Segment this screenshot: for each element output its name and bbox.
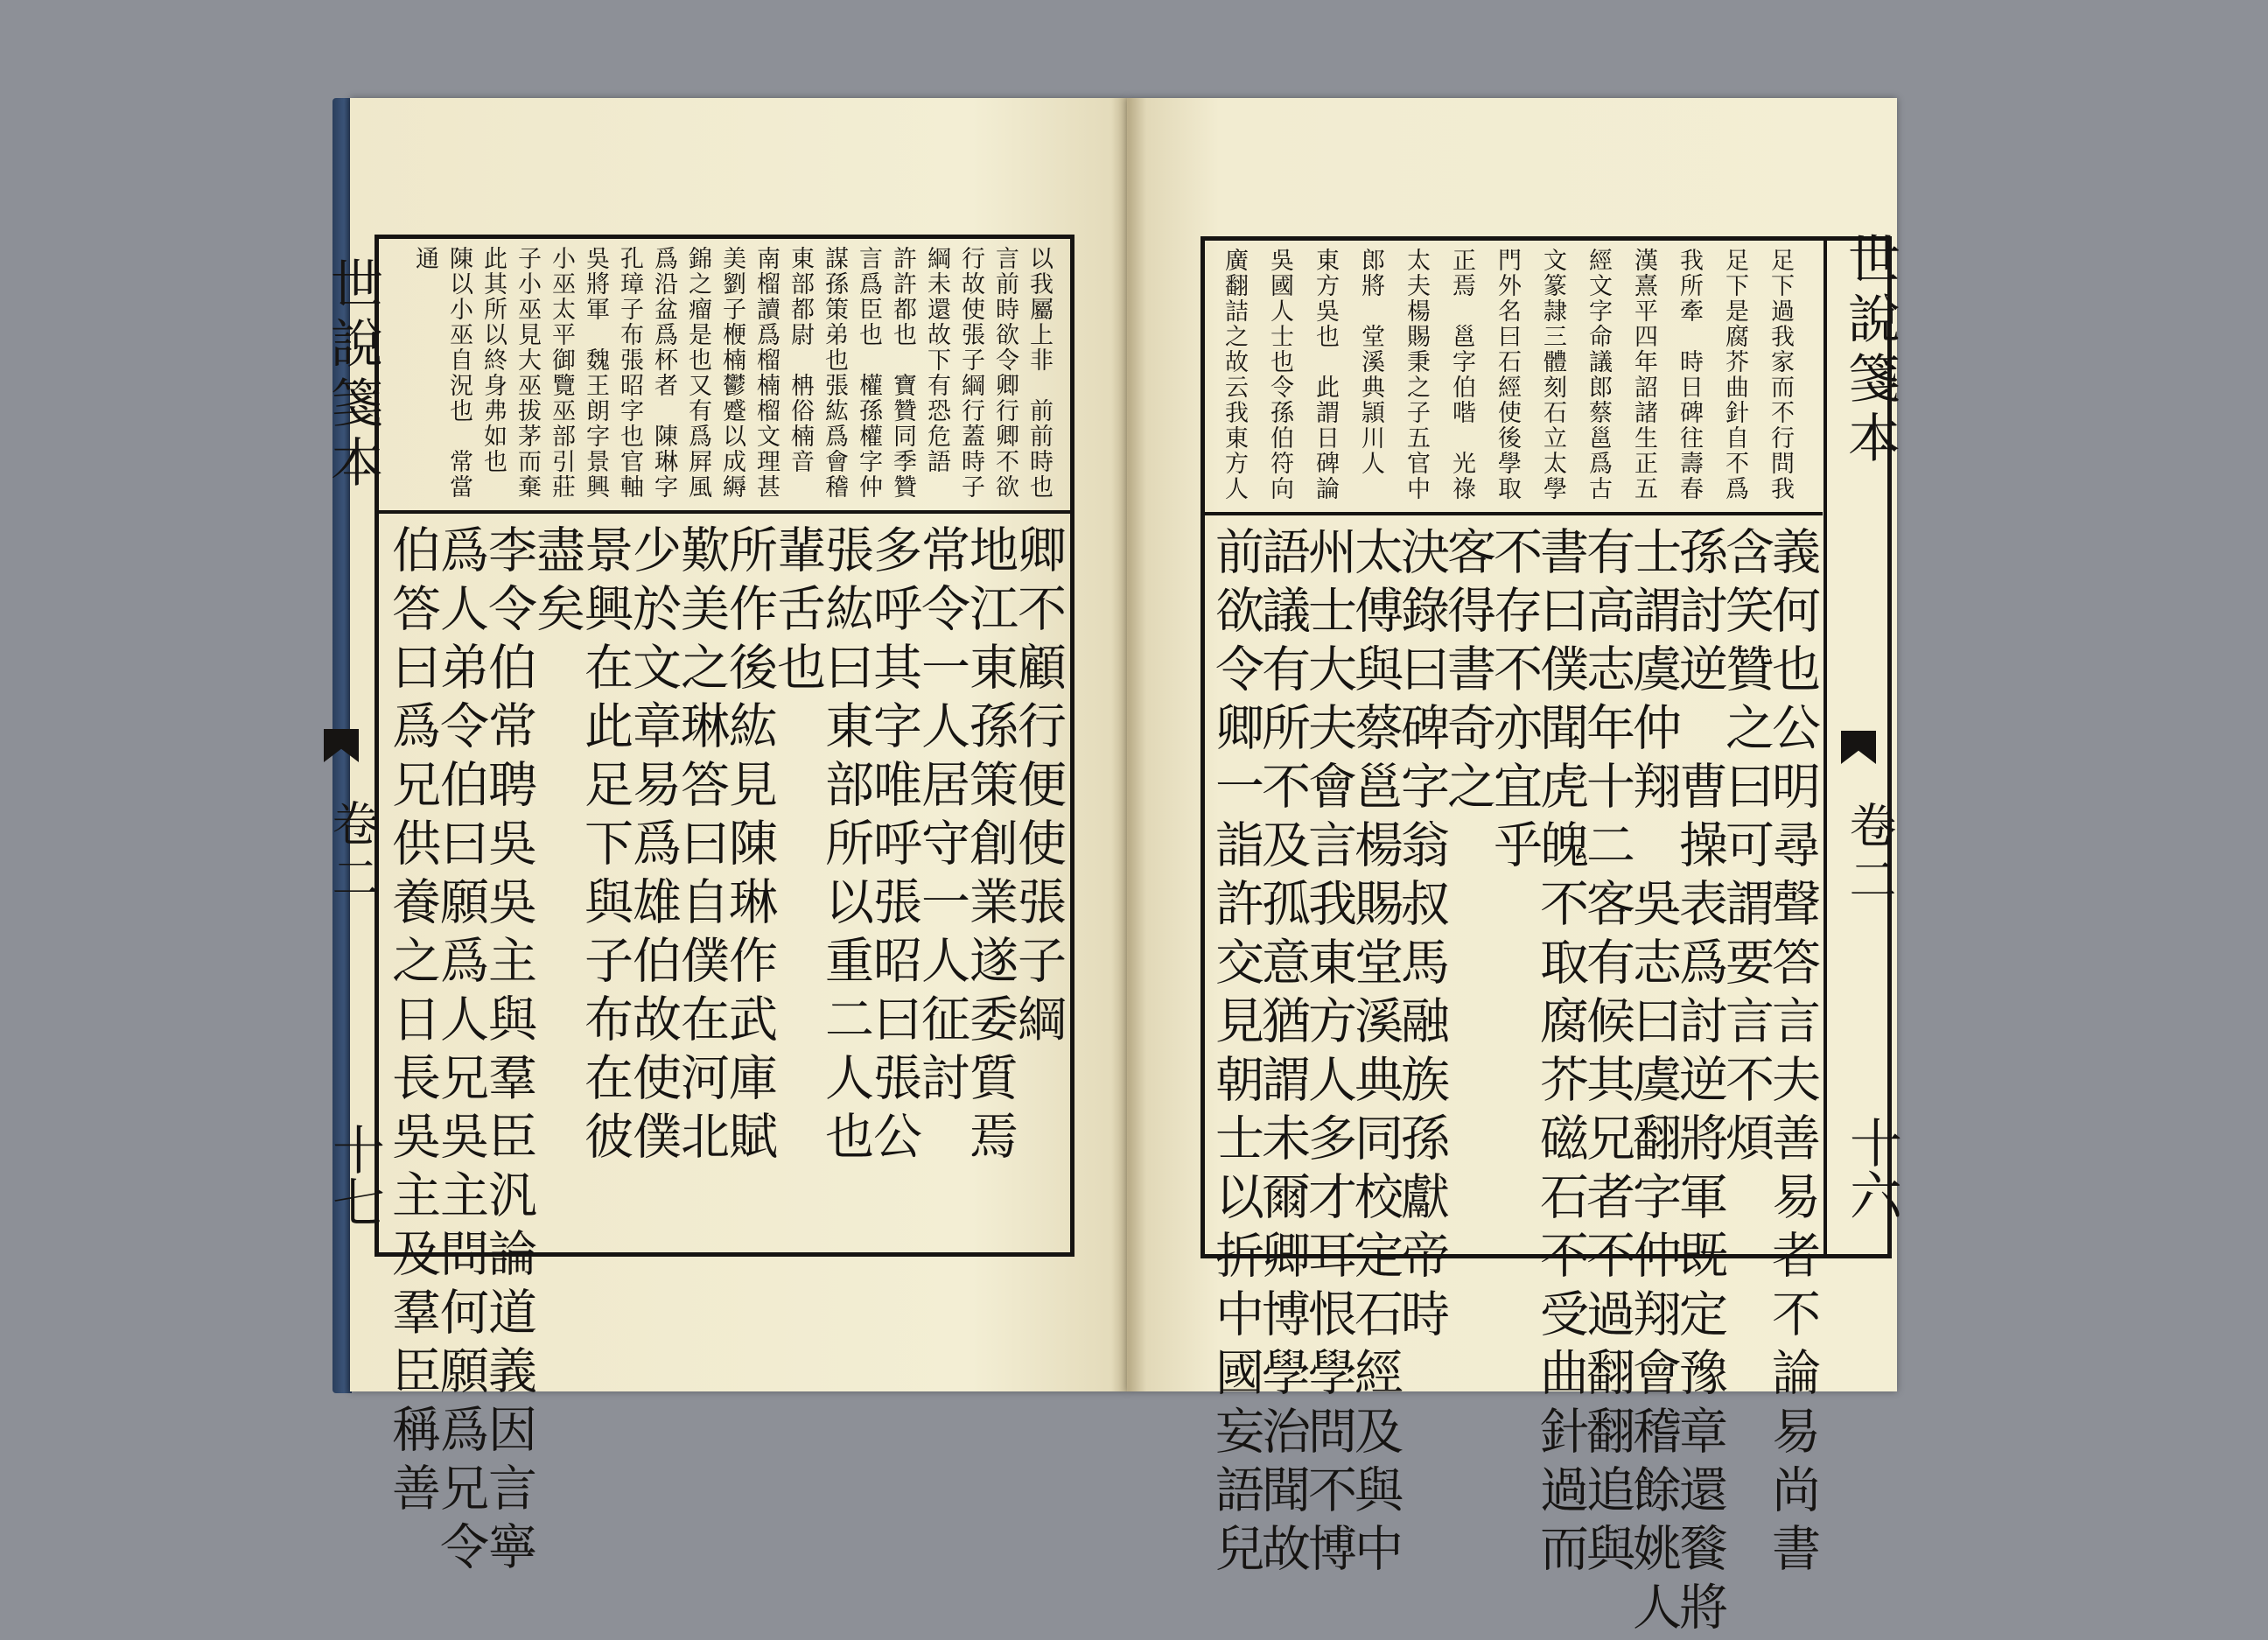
text-column: 多呼其字唯呼張昭曰張公 — [865, 524, 922, 1169]
commentary-column: 許許都也 寶贊同季贊 — [889, 246, 916, 500]
commentary-column: 綱未還故下有恐危語 — [923, 246, 950, 474]
commentary-column: 孔璋子布張昭字也官軸 — [616, 246, 643, 500]
text-column: 李令伯常聘吳吳主與羣臣汎論道義因言寧 — [480, 524, 537, 1580]
right-center-strip — [1824, 232, 1902, 1254]
right-page-frame — [1200, 232, 1902, 1640]
text-column: 書曰僕聞虎魄不取腐芥磁石不受曲針過而 — [1532, 526, 1589, 1581]
commentary-column: 此其所以終身弗如也 — [480, 246, 507, 474]
commentary-column: 吳將軍 魏王朗字景興 — [582, 246, 609, 500]
left-strip-volume: 卷二 — [325, 799, 380, 908]
book-gutter — [1111, 98, 1146, 1391]
left-folio: 十七 — [324, 1123, 385, 1228]
text-column: 地江東孫策創業遂委質焉 — [962, 524, 1018, 1169]
text-column: 州士大夫會言我東方人多才耳恨學問不博 — [1300, 526, 1357, 1581]
commentary-column: 錦之瘤是也又有爲屛風 — [684, 246, 711, 500]
right-folio: 十六 — [1841, 1116, 1902, 1221]
left-center-strip — [310, 239, 385, 1252]
commentary-column: 子小巫見大巫拔茅而棄 — [514, 246, 541, 500]
fish-tail-mark-icon — [324, 729, 359, 762]
commentary-column: 小巫太平御覽巫部引莊 — [548, 246, 575, 500]
text-column: 義何也公明尋聲答言夫善易者不論易尚書 — [1764, 526, 1821, 1581]
commentary-column: 以我屬上非 前前時也 — [1026, 246, 1053, 500]
right-commentary-band — [1205, 241, 1823, 515]
commentary-column: 爲沿盆爲杯者 陳琳字 — [650, 246, 677, 500]
right-strip-title: 世說箋本 — [1839, 232, 1900, 470]
text-column: 決錄曰碑字翁叔馬融族孫獻帝時 — [1393, 526, 1450, 1347]
text-column: 伯答曰爲兄供養之日長吳主及羣臣稱善 — [384, 524, 441, 1521]
text-column: 爲人弟令伯曰願爲人兄吳主問何願爲兄令 — [432, 524, 489, 1580]
text-column: 歎美之琳答曰自僕在河北 — [673, 524, 730, 1169]
text-column: 常令一人居守一人征討 — [914, 524, 970, 1111]
commentary-column: 門外名曰石經使後學取 — [1494, 248, 1521, 501]
text-column: 盡矣 — [528, 524, 585, 641]
text-column: 輩舌也 — [769, 524, 826, 700]
text-column: 孫討逆 曹操表爲討逆將軍既定豫章還餮將 — [1671, 526, 1728, 1640]
fish-tail-mark-icon — [1841, 731, 1876, 764]
left-commentary-band — [379, 239, 1070, 514]
right-strip-volume: 卷二 — [1842, 801, 1897, 909]
commentary-column: 足下是腐芥曲針自不爲 — [1721, 248, 1748, 501]
commentary-column: 文篆隷三體刻石立太學 — [1539, 248, 1566, 501]
commentary-column: 漢熹平四年詔諸生正五 — [1630, 248, 1657, 501]
commentary-column: 南榴讀爲榴楠榴文理甚 — [752, 246, 780, 500]
commentary-column: 足下過我家而不行問我 — [1767, 248, 1794, 501]
left-page-frame — [322, 235, 1074, 1580]
commentary-column: 正焉 邕字伯喈 光祿 — [1448, 248, 1475, 501]
text-column: 少於文章易爲雄伯故使僕 — [625, 524, 682, 1169]
commentary-column: 言前時欲令卿行卿不欲 — [991, 246, 1018, 500]
commentary-column: 謀孫策弟也張紘爲會稽 — [821, 246, 848, 500]
commentary-column: 通 — [411, 246, 438, 271]
text-column: 景興在此足下與子布在彼 — [577, 524, 634, 1169]
text-column: 語議有所不及孤意猶謂未爾卿博學治聞故 — [1254, 526, 1311, 1581]
commentary-column: 郎將 堂溪典頴川人 — [1357, 248, 1384, 476]
text-column: 含笑贊之曰可謂要言不煩 — [1718, 526, 1774, 1171]
commentary-column: 廣翻詰之故云我東方人 — [1221, 248, 1248, 501]
commentary-column: 言爲臣也 權孫權字仲 — [855, 246, 882, 500]
text-column: 客得書奇之 — [1439, 526, 1496, 819]
commentary-column: 我所牽 時日碑往壽春 — [1676, 248, 1703, 501]
commentary-column: 美劉子楩楠鬱蹙以成縟 — [718, 246, 746, 500]
left-strip-title: 世說箋本 — [322, 256, 383, 494]
text-column: 有高志年十二客有候其兄者不過翻翻追與 — [1578, 526, 1635, 1581]
commentary-column: 太夫楊賜秉之子五官中 — [1403, 248, 1430, 501]
commentary-column: 吳國人士也令孫伯符向 — [1266, 248, 1293, 501]
text-column: 卿不顧行便使張子綱 — [1010, 524, 1067, 1052]
text-column: 士謂虞仲翔 吳志曰虞翻字仲翔會稽餘姚人 — [1625, 526, 1682, 1640]
text-column: 前欲令卿一詣許交見朝士以折中國妄語兒 — [1208, 526, 1264, 1581]
text-column: 不存不亦宜乎 — [1486, 526, 1543, 878]
text-column: 太傅與蔡邕楊賜堂溪典同校定石經及與中 — [1347, 526, 1404, 1581]
commentary-column: 經文字命議郎蔡邕爲古 — [1585, 248, 1612, 501]
text-column: 所作後紘見陳琳作武庫賦 — [721, 524, 778, 1169]
commentary-column: 行故使張子綱行蓋時子 — [957, 246, 984, 500]
commentary-column: 陳以小巫自況也 常當 — [445, 246, 472, 500]
text-column: 張紘曰東部所以重二人也 — [817, 524, 874, 1169]
commentary-column: 東部都尉 柟俗楠音 — [787, 246, 814, 474]
commentary-column: 東方吳也 此謂日碑論 — [1312, 248, 1339, 501]
